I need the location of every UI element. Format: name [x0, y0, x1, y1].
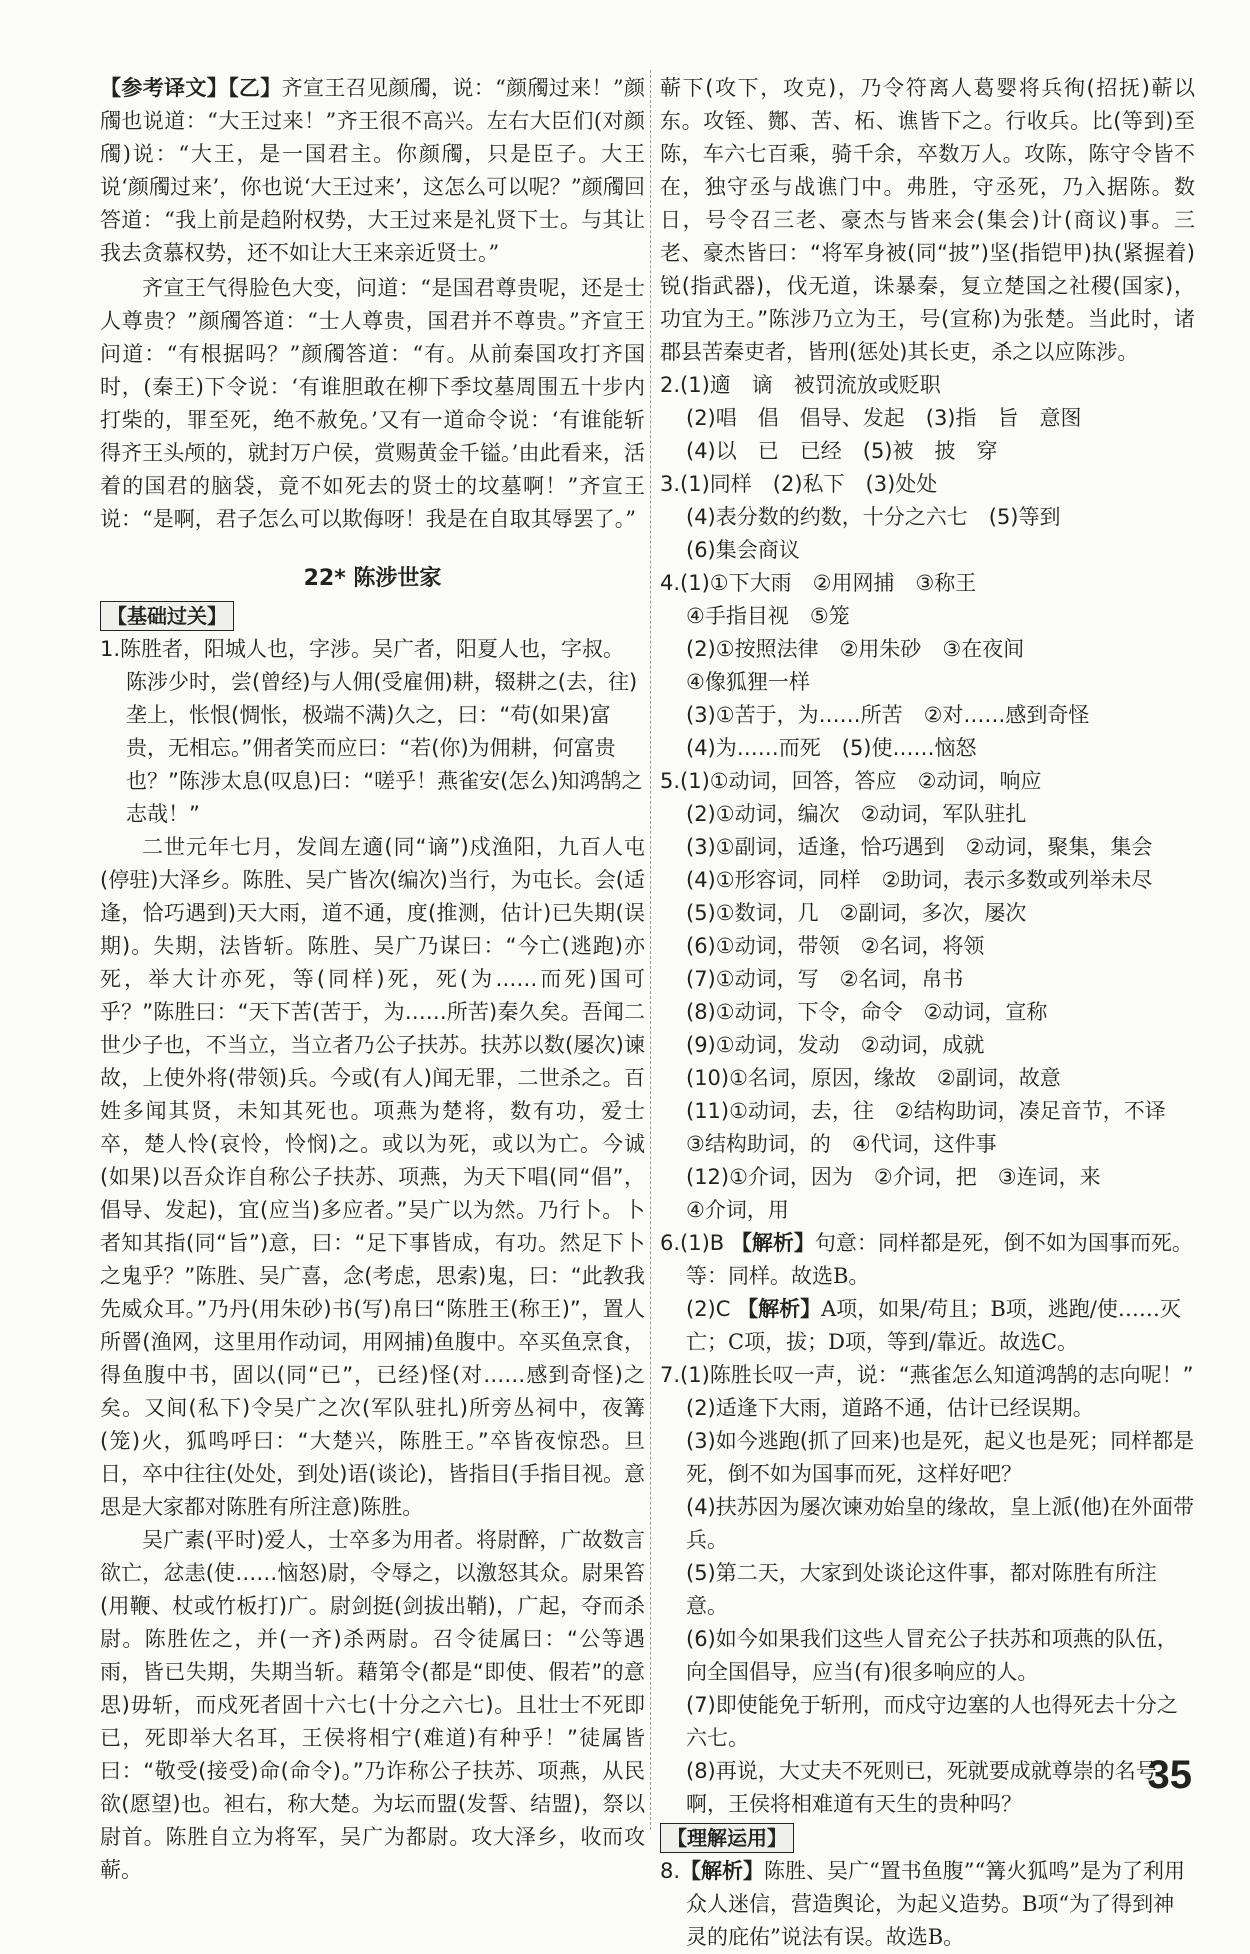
q2-line [660, 369, 1195, 402]
q7-line-3: (3)如今逃跑(抓了回来)也是死，起义也是死；同样都是死，倒不如为国事而死，这样好吧？ [686, 1429, 1195, 1486]
q6-explanation-1: 句意：同样都是死，倒不如为国事而死。等：同样。故选B。 [686, 1231, 1193, 1288]
q5-number: 5. [660, 769, 681, 793]
q1-text-1: 陈胜者，阳城人也，字涉。吴广者，阳夏人也，字叔。陈涉少时，尝(曾经)与人佣(受雇佣)耕，辍耕之(去，往)垄上，怅恨(惆怅，极端不满)久之，曰：“苟(如果)富贵，无相忘。”佣者笑而应曰：“若(你)为佣耕，何富贵也？”陈涉太息(叹息)曰：“嗟乎！燕雀安(怎么)知鸿鹄之志哉！” [120, 637, 643, 826]
q5-line-2: (2)①动词，编次 ②动词，军队驻扎 [686, 802, 1027, 826]
q5-line-3: (3)①副词，适逢，恰巧遇到 ②动词，聚集，集会 [686, 835, 1153, 859]
q5-line-6: (6)①动词，带领 ②名词，将领 [686, 934, 985, 958]
q5-line-7: (7)①动词，写 ②名词，帛书 [686, 967, 964, 991]
q6-explanation-2: A项，如果/苟且；B项，逃跑/使……灭亡；C项，拔；D项，等到/靠近。故选C。 [686, 1297, 1181, 1354]
page-number: 35 [1147, 1753, 1192, 1797]
q5-line-12: ③结构助词，的 ④代词，这件事 [686, 1132, 997, 1156]
q8-explanation: 陈胜、吴广“置书鱼腹”“篝火狐鸣”是为了利用众人迷信，营造舆论，为起义造势。B项“为了得到神灵的庇佑”说法有误。故选B。 [686, 1859, 1185, 1949]
q1-paragraph-2: 二世元年七月，发闾左適(同“谪”)戍渔阳，九百人屯(停驻)大泽乡。陈胜、吴广皆次(编次)当行，为屯长。会(适逢，恰巧遇到)天大雨，道不通，度(推测，估计)已失期(误期)。失期，法皆斩。陈胜、吴广乃谋曰：“今亡(逃跑)亦死，举大计亦死，等(同样)死，死(为……而死)国可乎？”陈胜曰：“天下苦(苦于，为……所苦)秦久矣。吾闻二世少子也，不当立，当立者乃公子扶苏。扶苏以数(屡次)谏故，上使外将(带领)兵。今或(有人)闻无罪，二世杀之。百姓多闻其贤，未知其死也。项燕为楚将，数有功，爱士卒，楚人怜(哀怜，怜悯)之。或以为死，或以为亡。今诚(如果)以吾众诈自称公子扶苏、项燕，为天下唱(同“倡”，倡导、发起)，宜(应当)多应者。”吴广以为然。乃行卜。卜者知其指(同“旨”)意，曰：“足下事皆成，有功。然足下卜之鬼乎？”陈胜、吴广喜，念(考虑，思索)鬼，曰：“此教我先威众耳。”乃丹(用朱砂)书(写)帛曰“陈胜王(称王)”，置人所罾(渔网，这里用作动词，用网捕)鱼腹中。卒买鱼烹食，得鱼腹中书，固以(同“已”，已经)怪(对……感到奇怪)之矣。又间(私下)令吴广之次(军队驻扎)所旁丛祠中，夜篝(笼)火，狐鸣呼曰：“大楚兴，陈胜王。”卒皆夜惊恐。旦日，卒中往往(处处，到处)语(谈论)，皆指目(手指目视。意思是大家都对陈胜有所注意)陈胜。 [100, 835, 645, 1519]
translation-tag: 【参考译文】【乙】 [100, 76, 282, 100]
left-column [100, 72, 645, 1887]
q5-line-1: (1)①动词，回答，答应 ②动词，响应 [680, 769, 1042, 793]
q8-line [660, 1855, 1195, 1954]
q7-line-4: (4)扶苏因为屡次谏劝始皇的缘故，皇上派(他)在外面带兵。 [686, 1495, 1195, 1552]
q5-line-13: (12)①介词，因为 ②介词，把 ③连词，来 [686, 1165, 1101, 1189]
q8-tag: 【解析】 [680, 1859, 765, 1883]
q5-block [660, 765, 1195, 1227]
q5-line-10: (10)①名词，原因，缘故 ②副词，故意 [686, 1066, 1061, 1090]
q6-answer-2-choice: (2)C [686, 1297, 731, 1321]
q4-line-6: (4)为……而死 (5)使……恼怒 [686, 736, 977, 760]
q1-paragraph-1 [100, 633, 645, 831]
q1-paragraph-3: 吴广素(平时)爱人，士卒多为用者。将尉醉，广故数言欲亡，忿恚(使……恼怒)尉，令辱之，以激怒其众。尉果笞(用鞭、杖或竹板打)广。尉剑挺(剑拔出鞘)，广起，夺而杀尉。陈胜佐之，并(一齐)杀两尉。召令徒属曰：“公等遇雨，皆已失期，失期当斩。藉第令(都是“即使、假若”的意思)毋斩，而戍死者固十六七(十分之六七)。且壮士不死即已，死即举大名耳，王侯将相宁(难道)有种乎！”徒属皆曰：“敬受(接受)命(命令)。”乃诈称公子扶苏、项燕，从民欲(愿望)也。袒右，称大楚。为坛而盟(发誓、结盟)，祭以尉首。陈胜自立为将军，吴广为都尉。攻大泽乡，收而攻蕲。 [100, 1528, 645, 1882]
q7-block [660, 1359, 1195, 1821]
q7-line-5: (5)第二天，大家到处谈论这件事，都对陈胜有所注意。 [686, 1561, 1157, 1618]
q4-line-3: (2)①按照法律 ②用朱砂 ③在夜间 [686, 637, 1025, 661]
q3-line-2: (4)表分数的约数，十分之六七 (5)等到 [686, 505, 1061, 529]
q7-line [660, 1359, 1195, 1392]
q6-number: 6. [660, 1231, 681, 1255]
q4-line-1: (1)①下大雨 ②用网捕 ③称王 [680, 571, 977, 595]
q5-line-9: (9)①动词，发动 ②动词，成就 [686, 1033, 985, 1057]
q7-number: 7. [660, 1363, 681, 1387]
q5-line-8: (8)①动词，下令，命令 ②动词，宣称 [686, 1000, 1048, 1024]
column-divider [650, 70, 651, 1830]
q1-paragraph-4: 蕲下(攻下，攻克)，乃令符离人葛婴将兵徇(招抚)蕲以东。攻铚、酂、苦、柘、谯皆下之。行收兵。比(等到)至陈，车六七百乘，骑千余，卒数万人。攻陈，陈守令皆不在，独守丞与战谯门中。弗胜，守丞死，乃入据陈。数日，号令召三老、豪杰与皆来会(集会)计(商议)事。三老、豪杰皆曰：“将军身被(同“披”)坚(指铠甲)执(紧握着)锐(指武器)，伐无道，诛暴秦，复立楚国之社稷(国家)，功宜为王。”陈涉乃立为王，号(宣称)为张楚。当此时，诸郡县苦秦吏者，皆刑(惩处)其长吏，杀之以应陈涉。 [660, 76, 1195, 364]
q2-line-3: (4)以 已 已经 (5)被 披 穿 [686, 439, 998, 463]
q5-line-5: (5)①数词，几 ②副词，多次，屡次 [686, 901, 1027, 925]
q3-line-1: (1)同样 (2)私下 (3)处处 [680, 472, 938, 496]
q4-block [660, 567, 1195, 765]
q8-number: 8. [660, 1859, 681, 1883]
q1-number: 1. [100, 637, 121, 661]
q6-block [660, 1227, 1195, 1359]
q3-number: 3. [660, 472, 681, 496]
section-basic: 【基础过关】 [100, 601, 234, 631]
lesson-title: 22* 陈涉世家 [303, 566, 442, 591]
q5-line-14: ④介词，用 [686, 1198, 789, 1222]
q6-answer-2 [660, 1293, 1195, 1359]
q6-answer-1 [660, 1227, 1195, 1293]
q7-line-8: (8)再说，大丈夫不死则已，死就要成就尊崇的名号啊，王侯将相难道有天生的贵种吗？ [686, 1759, 1157, 1816]
q6-answer-1-choice: (1)B [680, 1231, 725, 1255]
q4-line-5: (3)①苦于，为……所苦 ②对……感到奇怪 [686, 703, 1090, 727]
q6-explanation-2-tag: 【解析】 [737, 1297, 822, 1321]
q2-line-2: (2)唱 倡 倡导、发起 (3)指 旨 意图 [686, 406, 1082, 430]
q5-line [660, 765, 1195, 798]
right-column [660, 72, 1195, 1954]
q4-line-2: ④手指目视 ⑤笼 [686, 604, 850, 628]
q4-line [660, 567, 1195, 600]
translation-paragraph-2: 齐宣王气得脸色大变，问道：“是国君尊贵呢，还是士人尊贵？”颜斶答道：“士人尊贵，国君并不尊贵。”齐宣王问道：“有根据吗？”颜斶答道：“有。从前秦国攻打齐国时，(秦王)下令说：‘有谁胆敢在柳下季坟墓周围五十步内打柴的，罪至死，绝不赦免。’又有一道命令说：‘有谁能斩得齐王头颅的，就封万户侯，赏赐黄金千镒。’由此看来，活着的国君的脑袋，竟不如死去的贤士的坟墓啊！”齐宣王说：“是啊，君子怎么可以欺侮呀！我是在自取其辱罢了。” [100, 276, 645, 531]
q3-line [660, 468, 1195, 501]
section-apply: 【理解运用】 [660, 1823, 794, 1853]
q5-line-11: (11)①动词，去，往 ②结构助词，凑足音节，不译 [686, 1099, 1166, 1123]
q4-line-4: ④像狐狸一样 [686, 670, 810, 694]
q3-line-3: (6)集会商议 [686, 538, 800, 562]
q7-line-1: (1)陈胜长叹一声，说：“燕雀怎么知道鸿鹄的志向呢！” [680, 1363, 1194, 1387]
q2-line-1: (1)適 谪 被罚流放或贬职 [680, 373, 941, 397]
q7-line-6: (6)如今如果我们这些人冒充公子扶苏和项燕的队伍，向全国倡导，应当(有)很多响应的人。 [686, 1627, 1178, 1684]
q2-number: 2. [660, 373, 681, 397]
q4-number: 4. [660, 571, 681, 595]
translation-text-1: 齐宣王召见颜斶，说：“颜斶过来！”颜斶也说道：“大王过来！”齐王很不高兴。左右大臣们(对颜斶)说：“大王，是一国君主。你颜斶，只是臣子。大王说‘颜斶过来’，你也说‘大王过来’，这怎么可以呢？”颜斶回答道：“我上前是趋附权势，大王过来是礼贤下士。与其让我去贪慕权势，还不如让大王来亲近贤士。” [100, 76, 645, 265]
q7-line-7: (7)即使能免于斩刑，而戍守边塞的人也得死去十分之六七。 [686, 1693, 1178, 1750]
q5-line-4: (4)①形容词，同样 ②助词，表示多数或列举未尽 [686, 868, 1153, 892]
translation-paragraph-1 [100, 72, 645, 270]
q2-block [660, 369, 1195, 468]
q7-line-2: (2)适逢下大雨，道路不通，估计已经误期。 [686, 1396, 1094, 1420]
q3-block [660, 468, 1195, 567]
q6-explanation-1-tag: 【解析】 [730, 1231, 815, 1255]
